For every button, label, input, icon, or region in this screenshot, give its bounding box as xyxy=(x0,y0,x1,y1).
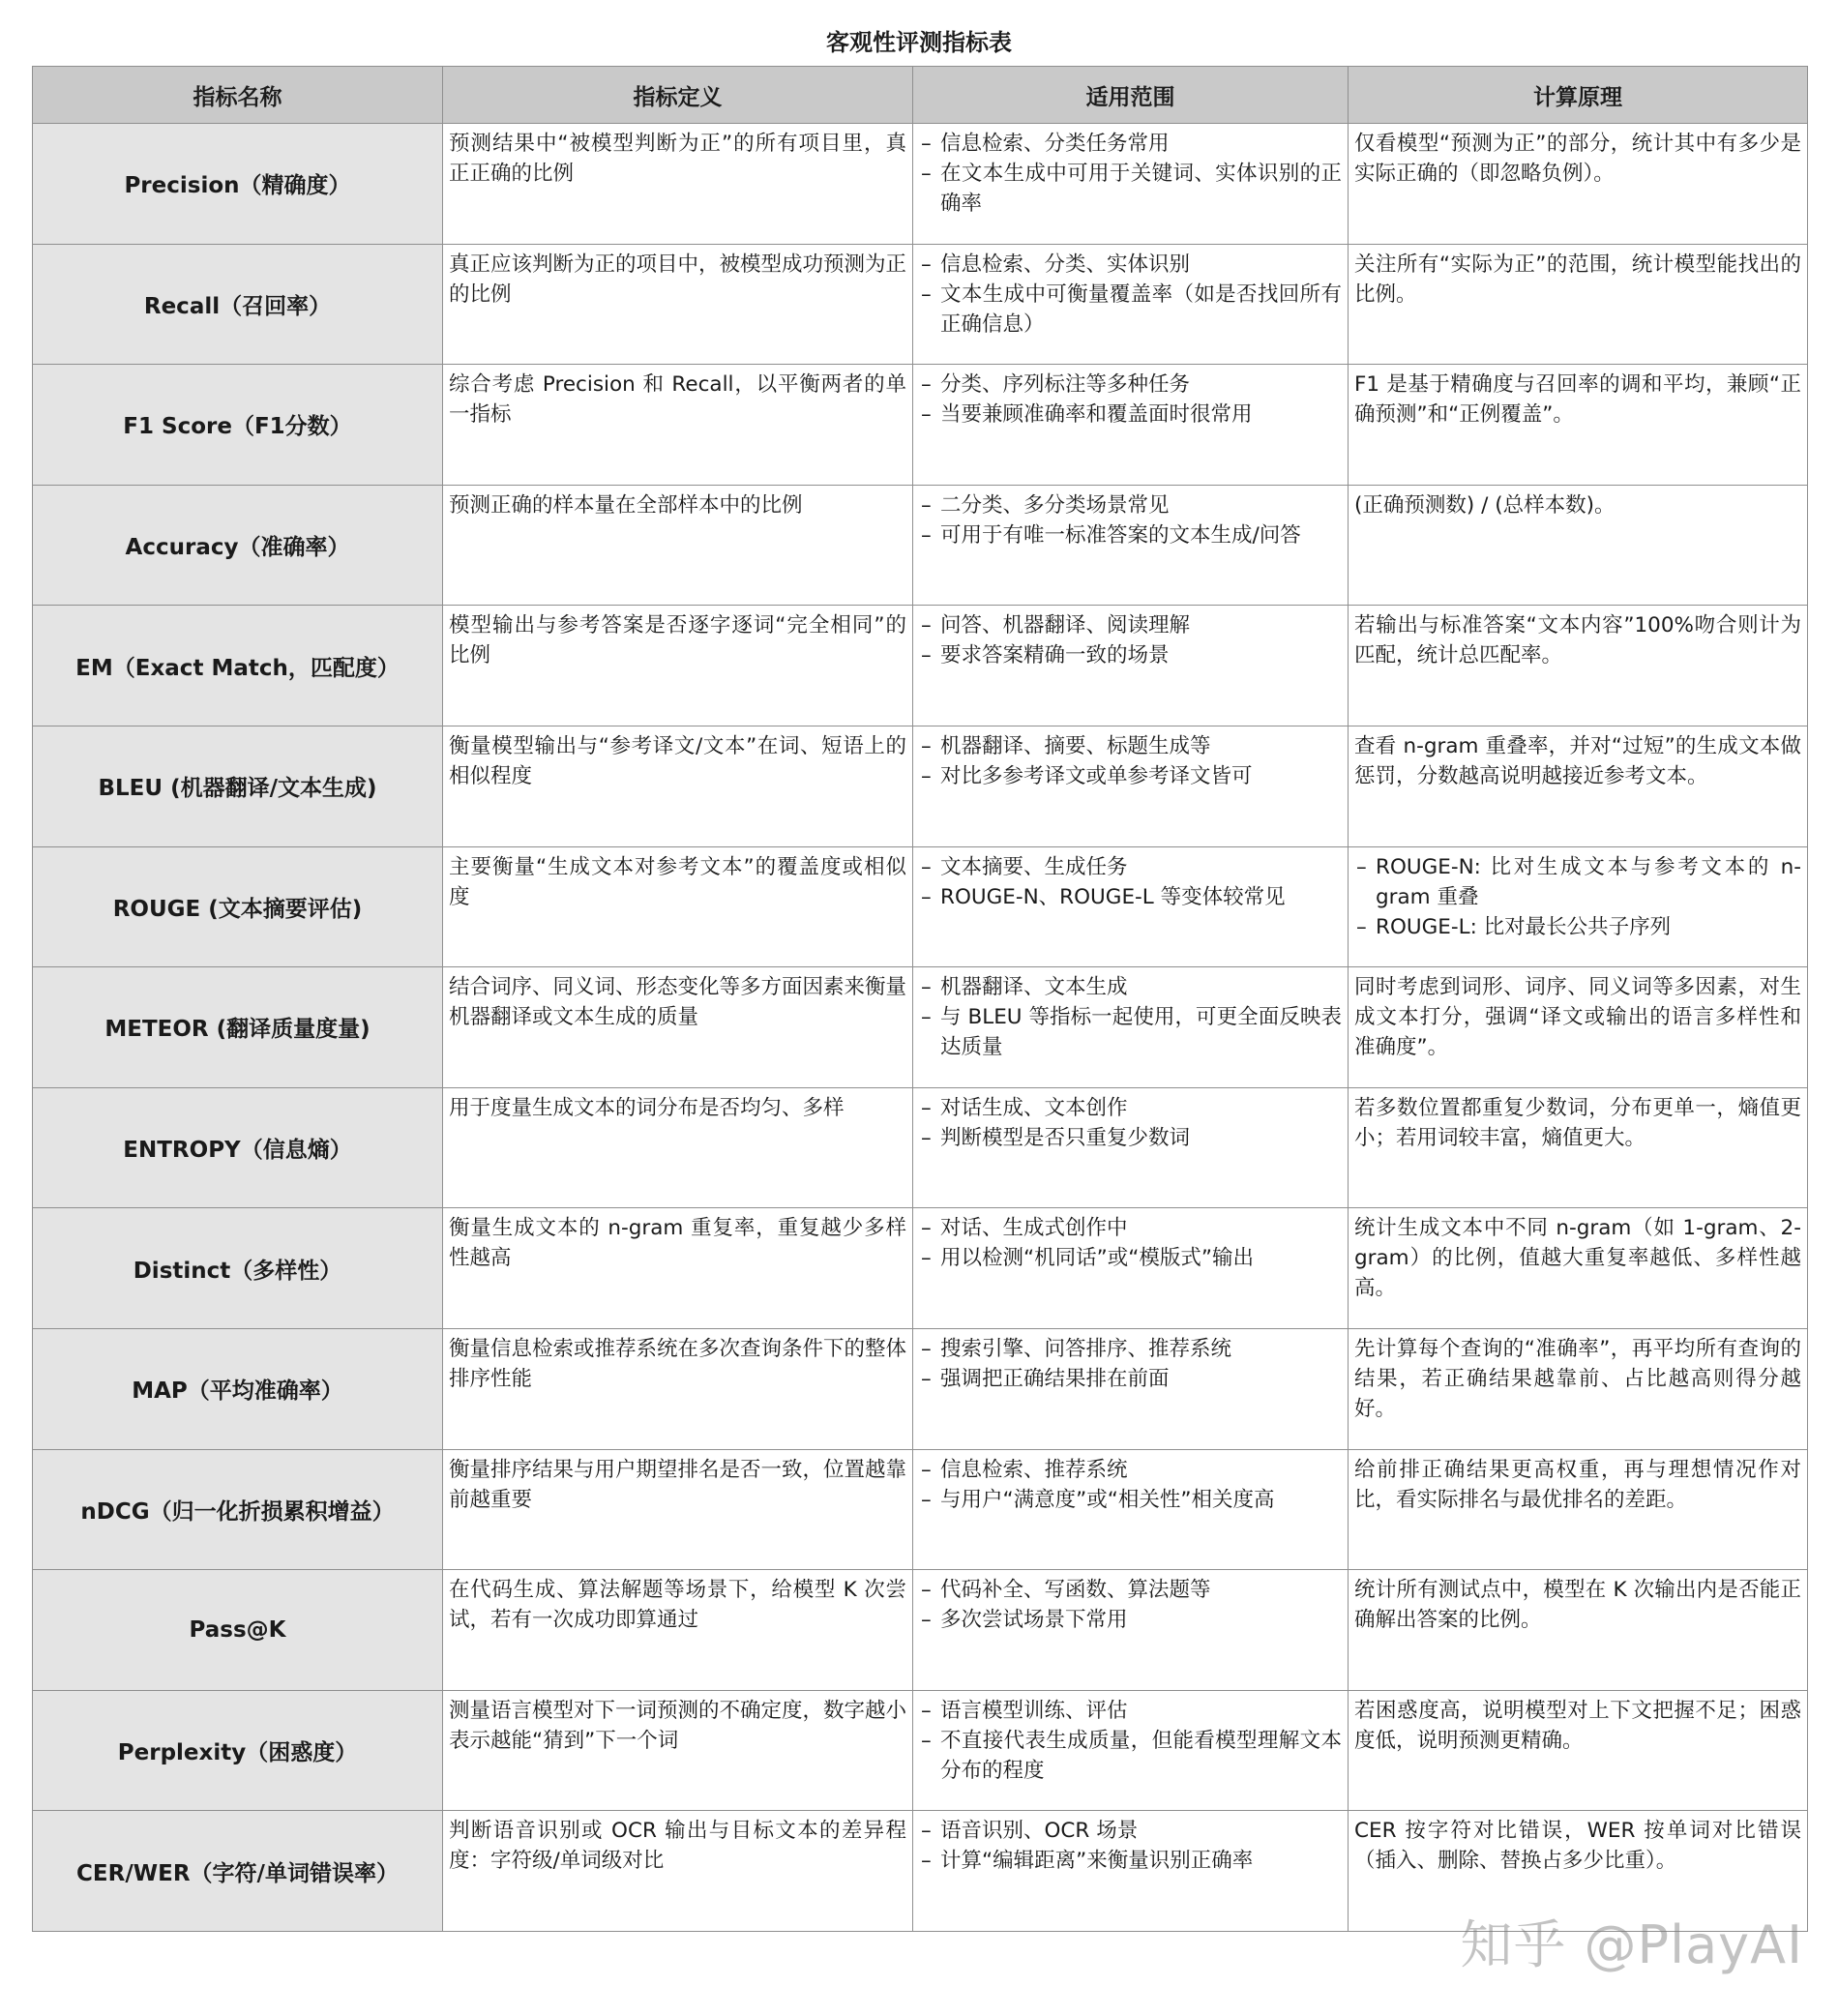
table-row xyxy=(33,606,1808,726)
table-title: 客观性评测指标表 xyxy=(826,29,1012,56)
definition-cell: 真正应该判断为正的项目中，被模型成功预测为正的比例 xyxy=(443,244,913,365)
scope-cell xyxy=(913,1208,1349,1329)
principle-cell xyxy=(1349,726,1808,846)
header-principle: 计算原理 xyxy=(1349,67,1808,124)
table-row xyxy=(33,365,1808,486)
scope-item: – 语音识别、OCR 场景 xyxy=(919,1816,1342,1846)
definition-cell: 判断语音识别或 OCR 输出与目标文本的差异程度：字符级/单词级对比 xyxy=(443,1811,913,1932)
scope-item: – 在文本生成中可用于关键词、实体识别的正确率 xyxy=(919,159,1342,219)
scope-item: – 代码补全、写函数、算法题等 xyxy=(919,1575,1342,1605)
scope-item: – 问答、机器翻译、阅读理解 xyxy=(919,610,1342,640)
scope-item: – 语言模型训练、评估 xyxy=(919,1696,1342,1726)
scope-list xyxy=(919,852,1342,912)
definition-cell: 模型输出与参考答案是否逐字逐词“完全相同”的比例 xyxy=(443,606,913,726)
principle-cell xyxy=(1349,365,1808,486)
scope-list xyxy=(919,1575,1342,1635)
principle-text: 同时考虑到词形、词序、同义词等多因素，对生成文本打分，强调“译文或输出的语言多样性和准确度”。 xyxy=(1354,975,1801,1060)
scope-cell xyxy=(913,244,1349,365)
principle-text: 若困惑度高，说明模型对上下文把握不足；困惑度低，说明预测更精确。 xyxy=(1354,1698,1801,1753)
table-row xyxy=(33,244,1808,365)
definition-cell: 主要衡量“生成文本对参考文本”的覆盖度或相似度 xyxy=(443,846,913,967)
scope-cell xyxy=(913,606,1349,726)
metric-name-cell: nDCG（归一化折损累积增益） xyxy=(33,1449,443,1570)
table-row xyxy=(33,967,1808,1088)
scope-item: – 搜索引擎、问答排序、推荐系统 xyxy=(919,1334,1342,1364)
principle-cell xyxy=(1349,485,1808,606)
scope-item: – 二分类、多分类场景常见 xyxy=(919,490,1342,520)
scope-item: – 不直接代表生成质量，但能看模型理解文本分布的程度 xyxy=(919,1726,1342,1786)
scope-cell xyxy=(913,1690,1349,1811)
table-row xyxy=(33,1570,1808,1691)
scope-item: – 与 BLEU 等指标一起使用，可更全面反映表达质量 xyxy=(919,1002,1342,1062)
principle-cell xyxy=(1349,606,1808,726)
metric-name-cell: METEOR (翻译质量度量) xyxy=(33,967,443,1088)
scope-item: – 要求答案精确一致的场景 xyxy=(919,640,1342,670)
principle-text: 若多数位置都重复少数词，分布更单一，熵值更小；若用词较丰富，熵值更大。 xyxy=(1354,1095,1801,1150)
scope-list xyxy=(919,1093,1342,1153)
principle-text: CER 按字符对比错误，WER 按单词对比错误（插入、删除、替换占多少比重）。 xyxy=(1354,1819,1801,1874)
scope-item: – 多次尝试场景下常用 xyxy=(919,1605,1342,1635)
principle-list xyxy=(1354,852,1801,942)
scope-item: – 对话、生成式创作中 xyxy=(919,1213,1342,1243)
metric-name-cell: Precision（精确度） xyxy=(33,124,443,245)
scope-item: – 对比多参考译文或单参考译文皆可 xyxy=(919,761,1342,791)
scope-item: – 文本摘要、生成任务 xyxy=(919,852,1342,882)
scope-list xyxy=(919,610,1342,670)
definition-cell: 预测结果中“被模型判断为正”的所有项目里，真正正确的比例 xyxy=(443,124,913,245)
header-definition: 指标定义 xyxy=(443,67,913,124)
metric-name-cell: Pass@K xyxy=(33,1570,443,1691)
table-row xyxy=(33,1449,1808,1570)
principle-text: 关注所有“实际为正”的范围，统计模型能找出的比例。 xyxy=(1354,252,1801,307)
scope-list xyxy=(919,1455,1342,1515)
metric-name-cell: ENTROPY（信息熵） xyxy=(33,1087,443,1208)
table-row xyxy=(33,485,1808,606)
scope-cell xyxy=(913,846,1349,967)
scope-item: – 信息检索、分类、实体识别 xyxy=(919,250,1342,280)
scope-cell xyxy=(913,365,1349,486)
principle-cell xyxy=(1349,967,1808,1088)
scope-cell xyxy=(913,1811,1349,1932)
principle-text: 仅看模型“预测为正”的部分，统计其中有多少是实际正确的（即忽略负例）。 xyxy=(1354,132,1801,186)
scope-item: – 机器翻译、摘要、标题生成等 xyxy=(919,731,1342,761)
metric-name-cell: Distinct（多样性） xyxy=(33,1208,443,1329)
principle-text: F1 是基于精确度与召回率的调和平均，兼顾“正确预测”和“正例覆盖”。 xyxy=(1354,372,1801,428)
scope-item: – 用以检测“机同话”或“模版式”输出 xyxy=(919,1243,1342,1273)
scope-item: – 信息检索、分类任务常用 xyxy=(919,129,1342,159)
principle-text: 若输出与标准答案“文本内容”100%吻合则计为匹配，统计总匹配率。 xyxy=(1354,613,1801,668)
principle-cell xyxy=(1349,244,1808,365)
principle-cell xyxy=(1349,1087,1808,1208)
table-row xyxy=(33,846,1808,967)
scope-item: – 与用户“满意度”或“相关性”相关度高 xyxy=(919,1485,1342,1515)
table-row xyxy=(33,124,1808,245)
metrics-table xyxy=(32,66,1808,1932)
principle-text: 先计算每个查询的“准确率”，再平均所有查询的结果，若正确结果越靠前、占比越高则得分越好。 xyxy=(1354,1336,1801,1421)
principle-cell xyxy=(1349,846,1808,967)
scope-item: – 机器翻译、文本生成 xyxy=(919,972,1342,1002)
definition-cell: 结合词序、同义词、形态变化等多方面因素来衡量机器翻译或文本生成的质量 xyxy=(443,967,913,1088)
scope-list xyxy=(919,1334,1342,1394)
principle-item: – ROUGE-N: 比对生成文本与参考文本的 n-gram 重叠 xyxy=(1354,852,1801,912)
header-scope: 适用范围 xyxy=(913,67,1349,124)
principle-text: 查看 n-gram 重叠率，并对“过短”的生成文本做惩罚，分数越高说明越接近参考文本。 xyxy=(1354,733,1801,788)
definition-cell: 用于度量生成文本的词分布是否均匀、多样 xyxy=(443,1087,913,1208)
scope-list xyxy=(919,250,1342,340)
scope-item: – 信息检索、推荐系统 xyxy=(919,1455,1342,1485)
table-row xyxy=(33,726,1808,846)
definition-cell: 综合考虑 Precision 和 Recall，以平衡两者的单一指标 xyxy=(443,365,913,486)
principle-cell xyxy=(1349,1328,1808,1449)
metric-name-cell: MAP（平均准确率） xyxy=(33,1328,443,1449)
principle-text: (正确预测数) / (总样本数)。 xyxy=(1354,492,1616,518)
table-row xyxy=(33,1328,1808,1449)
metric-name-cell: EM（Exact Match，匹配度） xyxy=(33,606,443,726)
principle-item: – ROUGE-L: 比对最长公共子序列 xyxy=(1354,912,1801,942)
scope-item: – 文本生成中可衡量覆盖率（如是否找回所有正确信息） xyxy=(919,280,1342,340)
scope-list xyxy=(919,370,1342,430)
scope-item: – ROUGE-N、ROUGE-L 等变体较常见 xyxy=(919,882,1342,912)
metric-name-cell: BLEU (机器翻译/文本生成) xyxy=(33,726,443,846)
scope-list xyxy=(919,1816,1342,1876)
definition-cell: 预测正确的样本量在全部样本中的比例 xyxy=(443,485,913,606)
scope-list xyxy=(919,490,1342,550)
definition-cell: 衡量排序结果与用户期望排名是否一致，位置越靠前越重要 xyxy=(443,1449,913,1570)
scope-item: – 可用于有唯一标准答案的文本生成/问答 xyxy=(919,520,1342,550)
table-body xyxy=(33,124,1808,1932)
definition-cell: 衡量模型输出与“参考译文/文本”在词、短语上的相似程度 xyxy=(443,726,913,846)
metric-name-cell: F1 Score（F1分数） xyxy=(33,365,443,486)
definition-cell: 在代码生成、算法解题等场景下，给模型 K 次尝试，若有一次成功即算通过 xyxy=(443,1570,913,1691)
scope-cell xyxy=(913,967,1349,1088)
scope-list xyxy=(919,129,1342,219)
principle-cell xyxy=(1349,124,1808,245)
table-row xyxy=(33,1208,1808,1329)
header-row xyxy=(33,67,1808,124)
scope-list xyxy=(919,1213,1342,1273)
scope-cell xyxy=(913,124,1349,245)
header-metric-name: 指标名称 xyxy=(33,67,443,124)
principle-cell xyxy=(1349,1570,1808,1691)
principle-cell xyxy=(1349,1449,1808,1570)
scope-list xyxy=(919,731,1342,791)
scope-item: – 判断模型是否只重复少数词 xyxy=(919,1123,1342,1153)
scope-item: – 对话生成、文本创作 xyxy=(919,1093,1342,1123)
principle-cell xyxy=(1349,1208,1808,1329)
scope-item: – 计算“编辑距离”来衡量识别正确率 xyxy=(919,1846,1342,1876)
scope-list xyxy=(919,1696,1342,1786)
definition-cell: 衡量生成文本的 n-gram 重复率，重复越少多样性越高 xyxy=(443,1208,913,1329)
scope-list xyxy=(919,972,1342,1062)
metric-name-cell: ROUGE (文本摘要评估) xyxy=(33,846,443,967)
metric-name-cell: Recall（召回率） xyxy=(33,244,443,365)
watermark: 知乎 @PlayAI xyxy=(1460,1914,1803,1975)
definition-cell: 测量语言模型对下一词预测的不确定度，数字越小表示越能“猜到”下一个词 xyxy=(443,1690,913,1811)
principle-text: 统计生成文本中不同 n-gram（如 1-gram、2-gram）的比例，值越大重复率越低、多样性越高。 xyxy=(1354,1216,1801,1301)
scope-item: – 当要兼顾准确率和覆盖面时很常用 xyxy=(919,400,1342,430)
scope-cell xyxy=(913,726,1349,846)
metric-name-cell: Accuracy（准确率） xyxy=(33,485,443,606)
scope-cell xyxy=(913,1328,1349,1449)
scope-cell xyxy=(913,1449,1349,1570)
metric-name-cell: Perplexity（困惑度） xyxy=(33,1690,443,1811)
table-row xyxy=(33,1087,1808,1208)
principle-text: 给前排正确结果更高权重，再与理想情况作对比，看实际排名与最优排名的差距。 xyxy=(1354,1457,1801,1512)
table-row xyxy=(33,1690,1808,1811)
metric-name-cell: CER/WER（字符/单词错误率） xyxy=(33,1811,443,1932)
definition-cell: 衡量信息检索或推荐系统在多次查询条件下的整体排序性能 xyxy=(443,1328,913,1449)
principle-cell xyxy=(1349,1690,1808,1811)
scope-item: – 分类、序列标注等多种任务 xyxy=(919,370,1342,400)
scope-item: – 强调把正确结果排在前面 xyxy=(919,1364,1342,1394)
scope-cell xyxy=(913,485,1349,606)
scope-cell xyxy=(913,1570,1349,1691)
principle-text: 统计所有测试点中，模型在 K 次输出内是否能正确解出答案的比例。 xyxy=(1354,1578,1801,1633)
scope-cell xyxy=(913,1087,1349,1208)
